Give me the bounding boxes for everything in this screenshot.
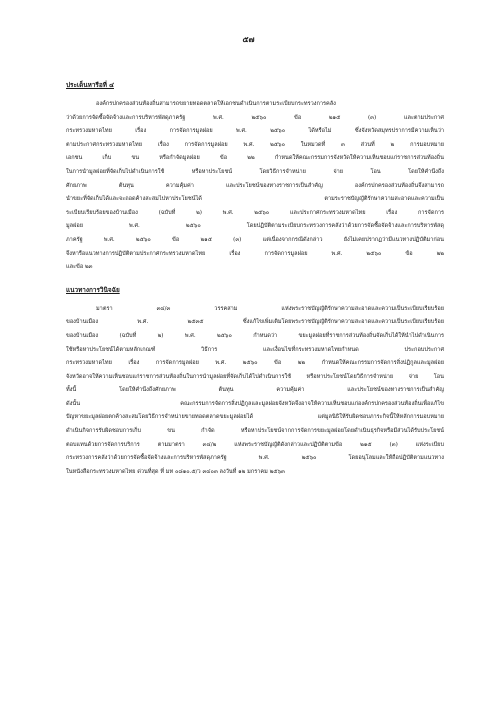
document-body	[66, 79, 444, 479]
paragraph-line: นำขยะที่จัดเก็บได้และจะถอดค้างสะสมไปหาประโยชน์ได้ ตามระราชบัญญัติรักษาความสะอาดและความเป็น	[66, 196, 444, 203]
paragraph-line: มาตรา ๓๔/๓ วรรคสาม แห่งพระราชบัญญัติรักษาความสะอาดและความเป็นระเบียบเรียบร้อย	[96, 305, 444, 312]
paragraph-line: ในการนำมูลฝอยที่จัดเก็บไปดำเนินการใช้ หรือหาประโยชน์ โดยวิธีการจำหน่าย จ่าย โอน โดยให้คำนึงถึง	[66, 168, 444, 175]
paragraph-line: ปัญหาขยะมูลฝอยตกค้างสะสมโดยวิธีการจำหน่ายขายทอดตลาดขยะมูลฝอยได้ แต่มูลนิธิให้รับผิดชอบภาระกิจนี้ให้หลักการมอบหมาย	[66, 414, 444, 421]
paragraph-line: ตอบแทนด้วยการจัดการบริการ ตามมาตรา ๓๔/๒ แห่งพระราชบัญญัติดังกล่าวและปฏิบัติตามข้อ ๒๑๕ (๓) แห่งระเบียบ	[66, 441, 444, 448]
paragraph-line: ว่าด้วยการจัดซื้อจัดจ้างและการบริหารพัสดุภาครัฐ พ.ศ. ๒๕๖๐ ข้อ ๒๑๕ (๓) และตามประกาศ	[66, 114, 444, 121]
paragraph-line: ของบ้านเมือง พ.ศ. ๒๕๓๕ ซึ่งแก้ไขเพิ่มเติมโดยพระราชบัญญัติรักษาความสะอาดและความเป็นระเบียบเรียบร้อย	[66, 319, 444, 326]
paragraph-line: ในหนังสือกระทรวงมหาดไทย ด่วนที่สุด ที่ มท ๐๘๑๐.๕/ว ๓๔๐๓ ลงวันที่ ๑๒ มกราคม ๒๕๖๓	[66, 468, 285, 475]
page-number: ๕๗	[242, 34, 255, 44]
paragraph-line: กระทรวงการคลังว่าด้วยการจัดซื้อจัดจ้างและการบริหารพัสดุภาครัฐ พ.ศ. ๒๕๖๐ โดยอนุโลมและให้ถือปฏิบัติตามแนวทาง	[66, 455, 444, 462]
paragraph-line: เอกชน เก็บ ขน หรือกำจัดมูลฝอย ข้อ ๒๒ กำหนดให้คณะกรรมการจังหวัดให้ความเห็นชอบแก่ราชการส่วนท้องถิ่น	[66, 155, 444, 162]
paragraph-line: และข้อ ๒๓	[66, 264, 93, 271]
section-1	[66, 79, 444, 275]
paragraph-line: ใช้หรือหาประโยชน์ได้ตามหลักเกณฑ์ วิธีการ และเงื่อนไขที่กระทรวงมหาดไทยกำหนด ประกอบประกาศ	[66, 346, 444, 353]
section-2-heading: แนวทางการวินิจฉัย	[66, 285, 120, 294]
paragraph-line: องค์กรปกครองส่วนท้องถิ่นสามารถขยายทอดตลาดให้เอกชนดำเนินการตามระเบียบกระทรวงการคลัง	[96, 101, 336, 107]
paragraph-line: จังหวัดอาจให้ความเห็นชอบแก่ราชการส่วนท้องถิ่นในการนำมูลฝอยที่จัดเก็บได้ไปดำเนินการใช้ หรือหาประโยชน์โดยวิธีการจำหน่าย จ่าย โอน	[66, 373, 444, 380]
paragraph-line: ของบ้านเมือง (ฉบับที่ ๒) พ.ศ. ๒๕๖๐ กำหนดว่า ขยะมูลฝอยที่ราชการส่วนท้องถิ่นจัดเก็บได้ให้นำไปดำเนินการ	[66, 332, 444, 339]
paragraph-line: มูลฝอย พ.ศ. ๒๕๖๐ โดยปฏิบัติตามระเบียบกระทรวงการคลังว่าด้วยการจัดซื้อจัดจ้างและการบริหารพัสดุ	[66, 223, 444, 230]
paragraph-line: กระทรวงมหาดไทย เรื่อง การจัดการมูลฝอย พ.ศ. ๒๕๖๐ ได้หรือไม่ ซึ่งจังหวัดสมุทรปราการมีความเห็นว่า	[66, 128, 444, 135]
paragraph-line: กระทรวงมหาดไทย เรื่อง การจัดการมูลฝอย พ.ศ. ๒๕๖๐ ข้อ ๒๒ กำหนดให้คณะกรรมการจัดการสิ่งปฏิกูลและมูลฝอย	[66, 360, 444, 367]
paragraph-line: ระเบียบเรียบร้อยของบ้านเมือง (ฉบับที่ ๒) พ.ศ. ๒๕๖๐ และประกาศกระทรวงมหาดไทย เรื่อง การจัดการ	[66, 209, 444, 216]
paragraph-line: ศักยภาพ ต้นทุน ความคุ้มค่า และประโยชน์ของทางราชการเป็นสำคัญ องค์กรปกครองส่วนท้องถิ่นจึงสามารถ	[66, 182, 444, 189]
paragraph-line: ตามประกาศกระทรวงมหาดไทย เรื่อง การจัดการมูลฝอย พ.ศ. ๒๕๖๐ ในหมวดที่ ๓ ส่วนที่ ๒ การมอบหมาย	[66, 141, 444, 148]
paragraph-line: ภาครัฐ พ.ศ. ๒๕๖๐ ข้อ ๒๑๕ (๓) แต่เนื่องจากกรณีดังกล่าว ยังไม่เคยปรากฏว่ามีแนวทางปฏิบัติมาก่อน	[66, 236, 444, 243]
section-2	[66, 284, 444, 480]
paragraph-line: จึงหารือแนวทางการปฏิบัติตามประกาศกระทรวงมหาดไทย เรื่อง การจัดการมูลฝอย พ.ศ. ๒๕๖๐ ข้อ ๒๒	[66, 250, 444, 257]
paragraph-line: ดำเนินกิจการรับผิดชอบการเก็บ ขน กำจัด หรือหาประโยชน์จากการจัดการขยะมูลฝอยโดยดำเนินธุรกิจหรือมีส่วนได้รับประโยชน์	[66, 428, 444, 435]
section-1-heading: ประเด็นหารือที่ ๔	[66, 81, 114, 89]
paragraph-line: ดังนั้น คณะกรรมการจัดการสิ่งปฏิกูลและมูลฝอยจังหวัดจึงอาจให้ความเห็นชอบแก่องค์กรปกครองส่วนท้องถิ่นเพื่อแก้ไข	[66, 400, 444, 407]
paragraph-line: ทั้งนี้ โดยให้คำนึงถึงศักยภาพ ต้นทุน ความคุ้มค่า และประโยชน์ของทางราชการเป็นสำคัญ	[66, 387, 444, 394]
